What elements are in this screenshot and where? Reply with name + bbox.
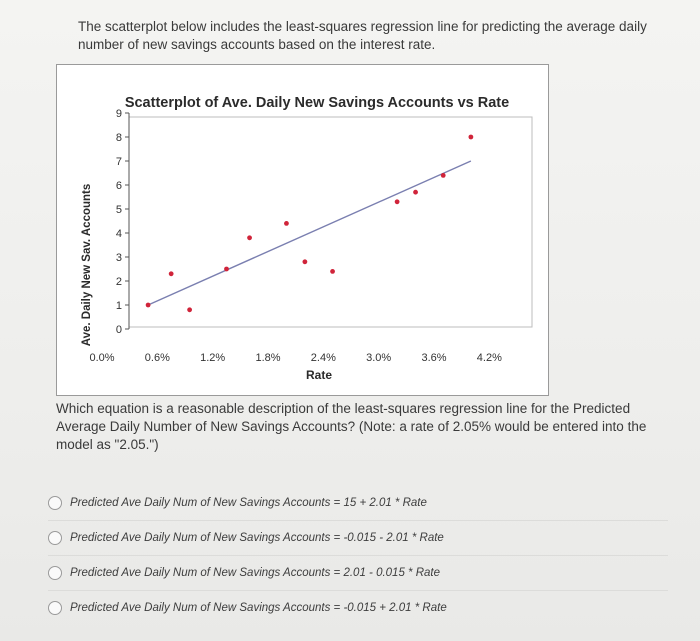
chart-title: Scatterplot of Ave. Daily New Savings Accounts vs Rate (124, 95, 510, 111)
y-tick-label: 5 (115, 204, 122, 216)
x-tick-label: 1.8% (255, 352, 281, 364)
answer-option-2[interactable] (48, 520, 668, 555)
y-tick-label: 1 (115, 300, 122, 312)
answer-option-4[interactable] (48, 590, 668, 625)
answer-option-1[interactable] (48, 486, 668, 520)
x-tick-label: 2.4% (310, 352, 336, 364)
y-tick-label: 7 (115, 156, 122, 168)
axes (89, 108, 502, 364)
y-tick-label: 9 (115, 108, 122, 120)
data-point (395, 199, 400, 204)
radio-button-2[interactable] (48, 531, 62, 545)
radio-button-3[interactable] (48, 566, 62, 580)
intro-text: The scatterplot below includes the least-squares regression line for predicting the average daily number of new savings accounts based on the interest rate. (78, 19, 647, 52)
answer-options (48, 486, 668, 625)
x-tick-label: 1.2% (200, 352, 226, 364)
data-point (441, 173, 446, 178)
data-point (187, 307, 192, 312)
radio-button-4[interactable] (48, 601, 62, 615)
data-point (247, 235, 252, 240)
data-point (284, 221, 289, 226)
data-point (224, 267, 229, 272)
x-tick-label: 3.6% (421, 352, 447, 364)
radio-button-1[interactable] (48, 496, 62, 510)
y-tick-label: 3 (115, 252, 122, 264)
y-tick-label: 2 (115, 276, 122, 288)
question-text: Which equation is a reasonable description of the least-squares regression line for the Predicted Average Daily Number of New Savings Accounts? (Note: a rate of 2.05% would be entered into the model as "2.05.") (56, 401, 647, 452)
x-tick-label: 0.0% (89, 352, 115, 364)
answer-option-label: Predicted Ave Daily Num of New Savings Accounts = -0.015 + 2.01 * Rate (70, 602, 447, 614)
scatterplot-panel (56, 64, 549, 396)
data-point (413, 190, 418, 195)
x-axis-label: Rate (305, 368, 333, 382)
y-tick-label: 6 (115, 180, 122, 192)
answer-option-3[interactable] (48, 555, 668, 590)
regression-line (148, 161, 471, 305)
y-tick-label: 8 (115, 132, 122, 144)
answer-option-label: Predicted Ave Daily Num of New Savings Accounts = 15 + 2.01 * Rate (70, 497, 427, 509)
x-tick-label: 4.2% (476, 352, 502, 364)
y-tick-label: 0 (115, 324, 122, 336)
data-point (302, 259, 307, 264)
x-tick-label: 0.6% (144, 352, 170, 364)
plot-frame (129, 117, 532, 327)
marks (146, 135, 474, 313)
data-point (169, 271, 174, 276)
answer-option-label: Predicted Ave Daily Num of New Savings Accounts = -0.015 - 2.01 * Rate (70, 532, 444, 544)
data-point (468, 135, 473, 140)
x-tick-label: 3.0% (366, 352, 392, 364)
scatterplot-chart (57, 65, 548, 395)
data-point (330, 269, 335, 274)
data-point (146, 303, 151, 308)
y-tick-label: 4 (115, 228, 122, 240)
y-axis-label: Ave. Daily New Sav. Accounts (81, 183, 93, 347)
answer-option-label: Predicted Ave Daily Num of New Savings Accounts = 2.01 - 0.015 * Rate (70, 567, 440, 579)
